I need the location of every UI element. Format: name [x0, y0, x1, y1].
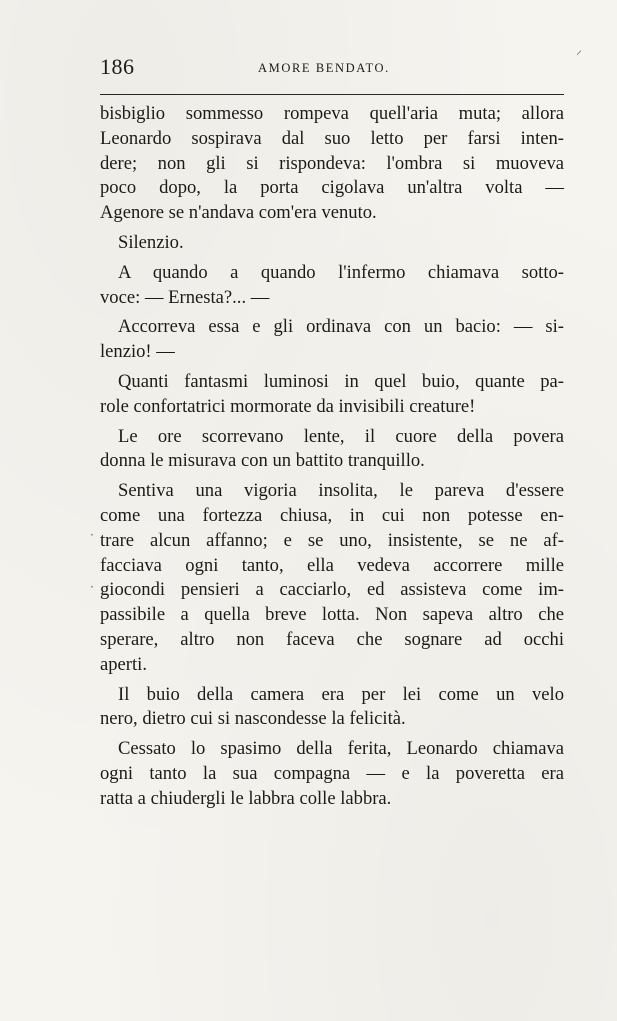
page-header — [100, 54, 564, 90]
text-line: Quanti fantasmi luminosi in quel buio, quante pa- — [118, 370, 564, 392]
text-line: Sentiva una vigoria insolita, le pareva d'essere — [118, 480, 564, 502]
page-number: 186 — [100, 54, 135, 79]
text-line: aperti. — [100, 653, 147, 675]
text-line: Accorreva essa e gli ordinava con un bacio: — si- — [118, 316, 564, 338]
text-line: passibile a quella breve lotta. Non sapeva altro che — [100, 604, 564, 626]
paragraph — [100, 315, 564, 365]
running-title: AMORE BENDATO. — [258, 61, 390, 75]
header-rule — [100, 94, 564, 95]
paragraph — [100, 425, 564, 475]
margin-dot: · — [90, 580, 94, 594]
margin-dot: · — [90, 528, 94, 542]
text-line: poco dopo, la porta cigolava un'altra volta — — [100, 177, 564, 199]
paragraph — [100, 479, 564, 677]
paragraph — [100, 737, 564, 811]
text-line: dere; non gli si rispondeva: l'ombra si muoveva — [100, 152, 564, 174]
stray-mark: ⸍ — [576, 48, 583, 62]
text-line: ogni tanto la sua compagna — e la poveretta era — [100, 762, 564, 784]
text-line: bisbiglio sommesso rompeva quell'aria muta; allora — [100, 103, 564, 124]
text-line: come una fortezza chiusa, in cui non potesse en- — [100, 504, 564, 526]
text-line: donna le misurava con un battito tranquillo. — [100, 450, 425, 472]
text-line: A quando a quando l'infermo chiamava sotto- — [118, 261, 564, 283]
text-line: trare alcun affanno; e se uno, insistente, se ne af- — [100, 529, 564, 551]
text-line: ratta a chiudergli le labbra colle labbra. — [100, 787, 392, 809]
paragraph — [100, 683, 564, 733]
text-line: giocondi pensieri a cacciarlo, ed assisteva come im- — [100, 579, 564, 601]
text-line: voce: — Ernesta?... — — [100, 286, 270, 308]
text-line: Agenore se n'andava com'era venuto. — [100, 202, 377, 224]
paragraph — [100, 261, 564, 311]
paragraph — [100, 231, 564, 256]
paragraph — [100, 370, 564, 420]
text-line: Il buio della camera era per lei come un velo — [118, 683, 564, 705]
text-line: Cessato lo spasimo della ferita, Leonardo chiamava — [118, 738, 564, 760]
text-line: facciava ogni tanto, ella vedeva accorrere mille — [100, 554, 564, 576]
text-line: nero, dietro cui si nascondesse la felicità. — [100, 708, 406, 730]
text-line: role confortatrici mormorate da invisibili creature! — [100, 395, 476, 417]
text-line: Silenzio. — [118, 231, 184, 253]
text-line: Le ore scorrevano lente, il cuore della povera — [118, 425, 564, 447]
text-line: sperare, altro non faceva che sognare ad occhi — [100, 628, 564, 650]
body-text — [100, 102, 564, 812]
paragraph — [100, 102, 564, 226]
text-line: Leonardo sospirava dal suo letto per farsi inten- — [100, 127, 564, 149]
text-line: lenzio! — — [100, 341, 175, 363]
